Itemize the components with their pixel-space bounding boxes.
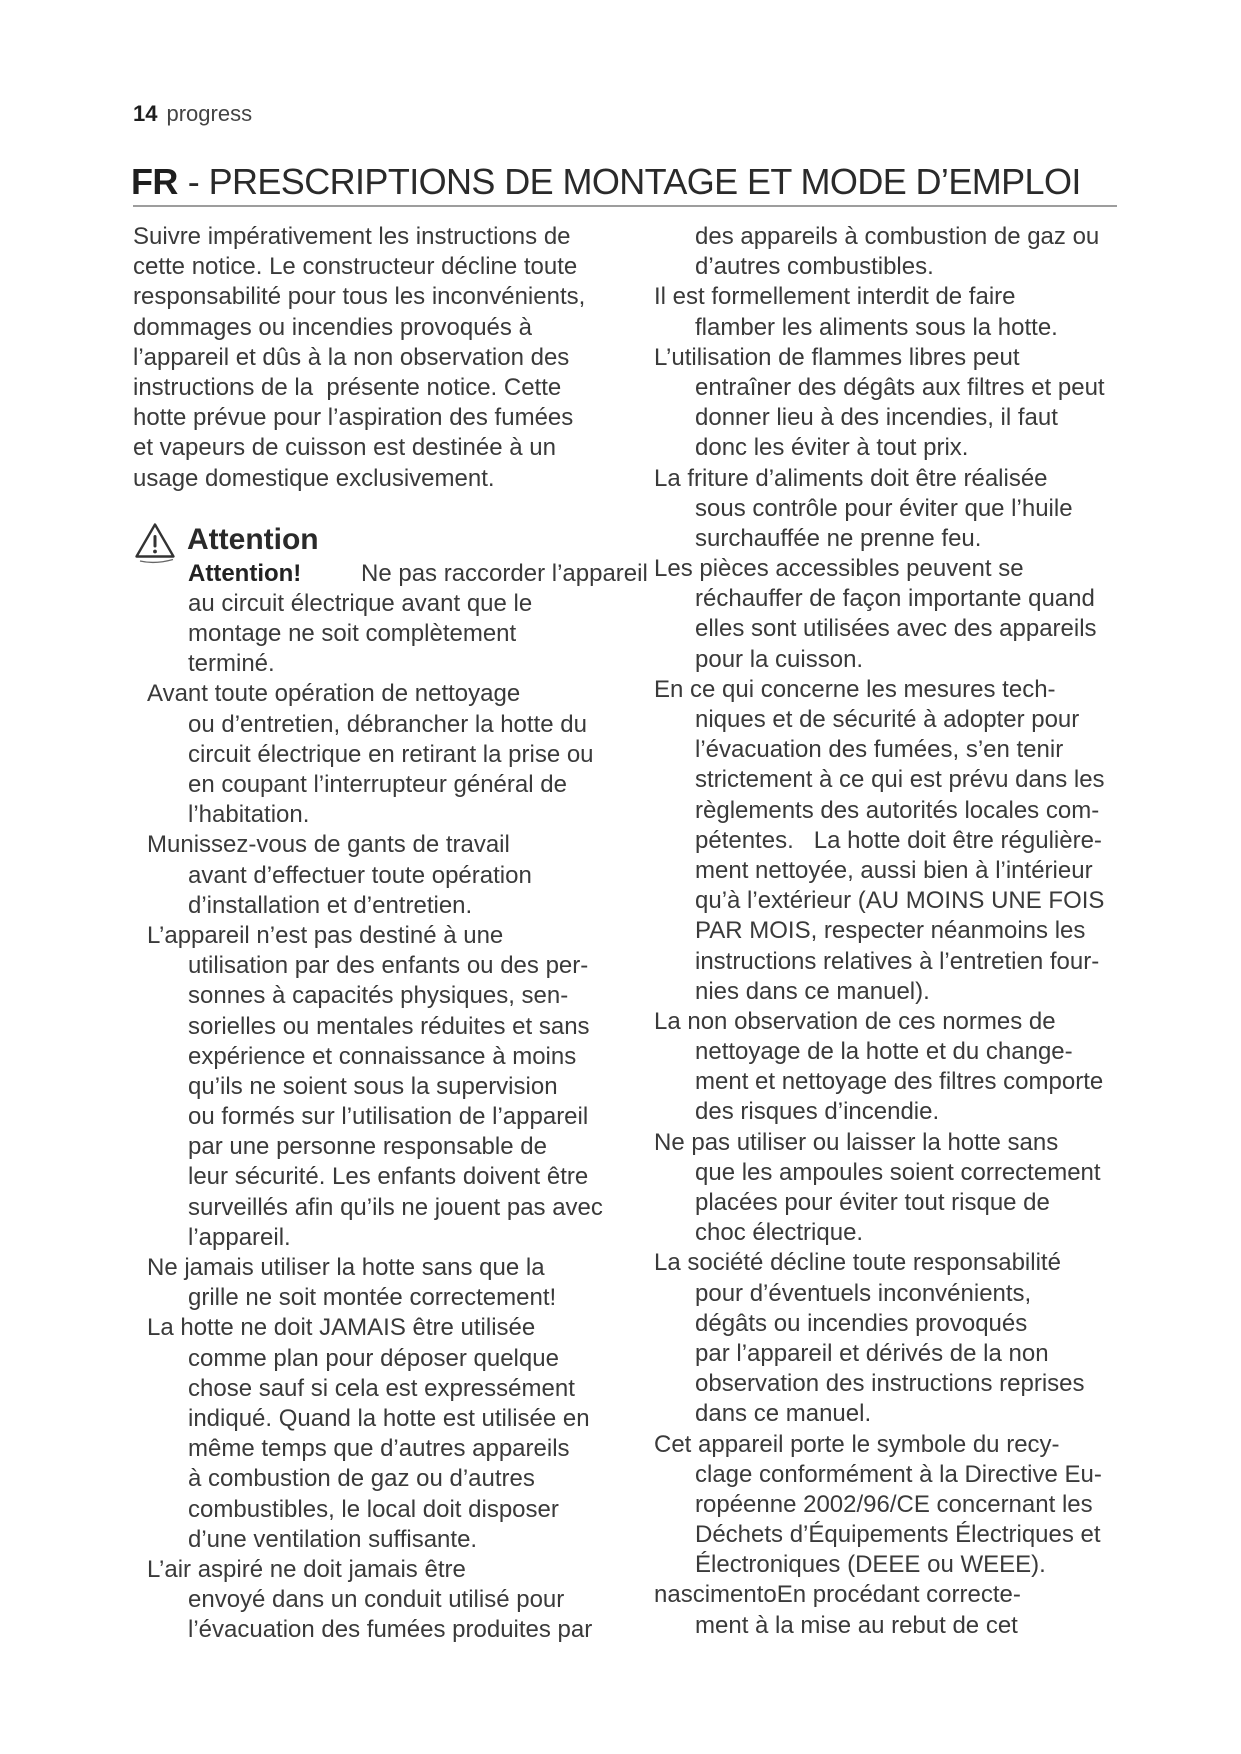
text-line: L’appareil n’est pas destiné à une [147,921,504,949]
left-column [133,222,648,1645]
text-line: pétentes. La hotte doit être régulière- [695,826,1102,854]
text-line: avant d’effectuer toute opération [188,861,532,889]
text-line: grille ne soit montée correctement! [188,1284,557,1312]
text-line: que les ampoules soient correctement [695,1158,1101,1186]
text-line: des appareils à combustion de gaz ou [695,223,1100,250]
text-line: Électroniques (DEEE ou WEEE). [695,1551,1046,1579]
text-line: Les pièces accessibles peuvent se [654,555,1024,583]
text-line: sorielles ou mentales réduites et sans [188,1012,590,1040]
text-line: sonnes à capacités physiques, sen- [188,982,569,1010]
text-line: d’autres combustibles. [695,253,934,281]
title-text: - PRESCRIPTIONS DE MONTAGE ET MODE D’EMPLOI [187,161,1081,202]
text-line: des risques d’incendie. [695,1098,940,1126]
safety-instruction [654,1580,1124,1640]
text-line: et vapeurs de cuisson est destinée à un [133,434,556,462]
text-line: l’évacuation des fumées produites par [188,1616,593,1644]
safety-instruction [654,343,1124,464]
text-line: l’appareil. [188,1223,291,1251]
text-line: clage conformément à la Directive Eu- [695,1460,1102,1488]
text-line: ou d’entretien, débrancher la hotte du [188,710,587,738]
attention-warning-line [133,559,648,589]
intro-paragraph [133,222,638,494]
text-line: ment à la mise au rebut de cet [695,1611,1018,1639]
text-line: terminé. [188,650,275,678]
text-line: PAR MOIS, respecter néanmoins les [695,917,1086,945]
text-line: l’appareil et dûs à la non observation des [133,343,570,371]
text-line: placées pour éviter tout risque de [695,1189,1050,1216]
text-line: dans ce manuel. [695,1400,872,1428]
text-line: par l’appareil et dérivés de la non [695,1339,1049,1367]
running-header [133,101,252,127]
continued-instruction [654,222,1124,282]
text-line: chose sauf si cela est expressément [188,1374,575,1402]
text-line: Il est formellement interdit de faire [654,283,1016,311]
text-line: Avant toute opération de nettoyage [147,680,521,708]
safety-instruction [654,1248,1124,1429]
text-line: Munissez-vous de gants de travail [147,831,510,859]
text-line: strictement à ce qui est prévu dans les [695,766,1105,794]
title-rule [133,205,1117,207]
text-line: surveillés afin qu’ils ne jouent pas avec [188,1193,603,1221]
text-line: ou formés sur l’utilisation de l’appareil [188,1103,589,1131]
text-line: responsabilité pour tous les inconvénients, [133,283,586,311]
text-line: l’habitation. [188,801,310,829]
safety-instruction [654,282,1124,342]
text-line: pour d’éventuels inconvénients, [695,1279,1032,1307]
text-line: circuit électrique en retirant la prise ou [188,740,594,768]
text-line: montage ne soit complètement [188,620,517,648]
safety-instruction [654,675,1124,1007]
safety-instruction [654,1430,1124,1581]
right-column [654,222,1124,1641]
text-line: indiqué. Quand la hotte est utilisée en [188,1404,590,1432]
text-line: L’utilisation de flammes libres peut [654,343,1020,371]
text-line: en coupant l’interrupteur général de [188,771,567,798]
text-line: par une personne responsable de [188,1133,547,1161]
text-line: Cet appareil porte le symbole du recy- [654,1430,1060,1458]
text-line: choc électrique. [695,1219,864,1247]
attention-instruction [133,559,648,680]
text-line: expérience et connaissance à moins [188,1042,577,1070]
text-line: qu’à l’extérieur (AU MOINS UNE FOIS [695,887,1105,915]
text-line: comme plan pour déposer quelque [188,1344,559,1372]
safety-instruction [654,554,1124,675]
text-line: instructions de la présente notice. Cette [133,373,562,401]
text-line: d’une ventilation suffisante. [188,1525,478,1553]
text-line: instructions relatives à l’entretien four- [695,947,1100,975]
text-line: L’air aspiré ne doit jamais être [147,1555,466,1583]
safety-instruction [133,830,638,921]
text-line: observation des instructions reprises [695,1370,1085,1398]
text-line: pour la cuisson. [695,645,864,673]
text-line: sous contrôle pour éviter que l’huile [695,494,1073,522]
brand-name: progress [166,101,253,126]
text-line: ment nettoyée, aussi bien à l’intérieur [695,856,1093,884]
text-line: règlements des autorités locales com- [695,796,1100,824]
text-line: nettoyage de la hotte et du change- [695,1038,1073,1066]
text-line: surchauffée ne prenne feu. [695,524,982,552]
text-line: La hotte ne doit JAMAIS être utilisée [147,1314,536,1342]
text-line: réchauffer de façon importante quand [695,585,1095,613]
safety-instruction [654,1128,1124,1249]
text-line: dégâts ou incendies provoqués [695,1309,1028,1337]
text-line: hotte prévue pour l’aspiration des fumées [133,404,574,432]
text-line: ment et nettoyage des filtres comporte [695,1068,1104,1096]
attention-label: Attention! [188,559,302,587]
text-line: niques et de sécurité à adopter pour [695,706,1080,733]
safety-instruction [133,679,638,830]
text-line: flamber les aliments sous la hotte. [695,313,1058,341]
text-line: Suivre impérativement les instructions de [133,223,571,250]
warning-triangle-icon [133,521,177,565]
text-line: nascimentoEn procédant correcte- [654,1581,1021,1609]
text-line: dommages ou incendies provoqués à [133,313,532,341]
text-line: La société décline toute responsabilité [654,1249,1061,1277]
safety-instruction [654,1007,1124,1128]
text-line: elles sont utilisées avec des appareils [695,615,1097,643]
text-line: donner lieu à des incendies, il faut [695,404,1058,432]
text-line: même temps que d’autres appareils [188,1435,570,1463]
language-code: FR [131,161,178,202]
text-line: d’installation et d’entretien. [188,891,473,919]
text-line: combustibles, le local doit disposer [188,1495,559,1523]
text-line: Ne pas utiliser ou laisser la hotte sans [654,1128,1059,1156]
text-line: ropéenne 2002/96/CE concernant les [695,1490,1093,1518]
text-line: au circuit électrique avant que le [188,589,533,617]
text-line: donc les éviter à tout prix. [695,434,969,462]
text-line: nies dans ce manuel). [695,977,930,1005]
text-line: La friture d’aliments doit être réalisée [654,464,1048,492]
text-line: entraîner des dégâts aux filtres et peut [695,373,1105,401]
safety-instruction [133,1555,638,1646]
safety-instruction [654,464,1124,555]
text-line: utilisation par des enfants ou des per- [188,952,589,980]
text-line: La non observation de ces normes de [654,1007,1056,1035]
text-line: l’évacuation des fumées, s’en tenir [695,736,1064,764]
text-line: Ne jamais utiliser la hotte sans que la [147,1254,545,1281]
text-line: En ce qui concerne les mesures tech- [654,675,1056,703]
text-line: qu’ils ne soient sous la supervision [188,1072,558,1100]
attention-text: Ne pas raccorder l’appareil [361,559,648,587]
safety-instruction [133,1253,638,1313]
attention-heading: Attention [187,522,319,556]
text-line: usage domestique exclusivement. [133,464,495,492]
text-line: leur sécurité. Les enfants doivent être [188,1163,589,1191]
text-line: envoyé dans un conduit utilisé pour [188,1586,565,1614]
page-title [131,159,1081,205]
safety-instruction [133,1313,638,1555]
page-number: 14 [133,101,158,126]
text-line: cette notice. Le constructeur décline toute [133,253,578,281]
safety-instruction [133,921,638,1253]
attention-heading-block [133,520,638,559]
text-line: Déchets d’Équipements Électriques et [695,1521,1101,1549]
text-line: à combustion de gaz ou d’autres [188,1465,535,1493]
